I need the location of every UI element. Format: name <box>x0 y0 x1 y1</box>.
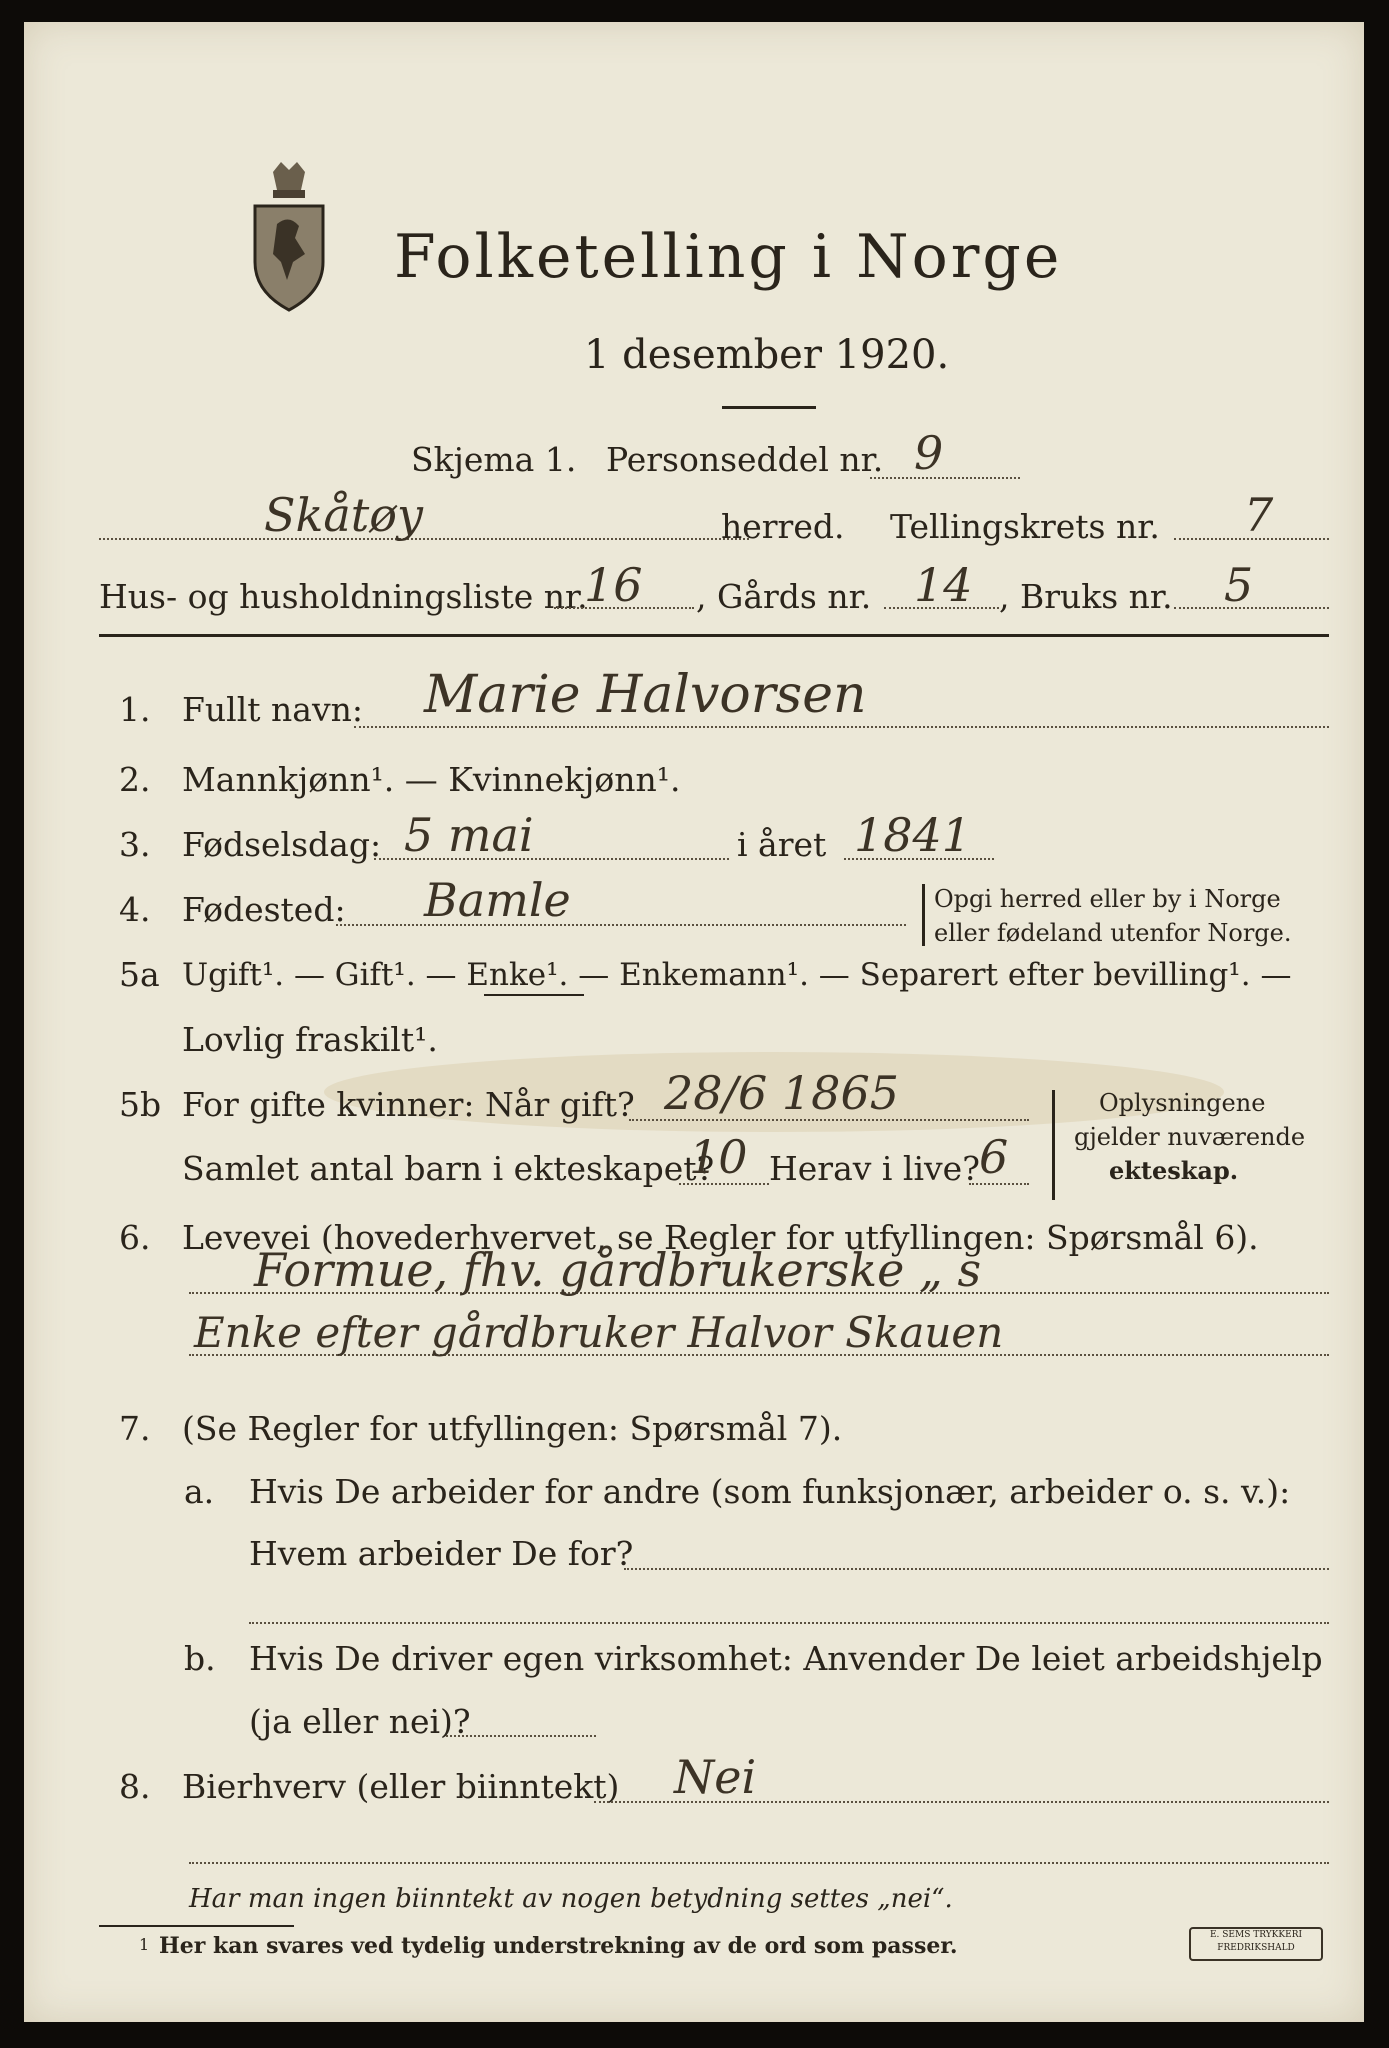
q8-number: 8. <box>119 1767 151 1806</box>
q4-label: Fødested: <box>182 890 346 929</box>
q4-line <box>336 924 906 926</box>
coat-of-arms-icon <box>249 162 329 312</box>
q1-value: Marie Halvorsen <box>424 665 867 725</box>
hus-value: 16 <box>584 558 643 612</box>
q3-number: 3. <box>119 825 151 864</box>
q3-label: Fødselsdag: <box>182 825 382 864</box>
q1-line <box>354 726 1329 728</box>
q7b-label: Hvis De driver egen virksomhet: Anvender De leiet arbeidshjelp <box>249 1639 1323 1678</box>
q7b-label2: (ja eller nei)? <box>249 1702 471 1741</box>
personseddel-line <box>870 477 1020 479</box>
herred-value: Skåtøy <box>264 488 423 542</box>
bruks-value: 5 <box>1224 558 1254 612</box>
q5b-number: 5b <box>119 1085 162 1124</box>
personseddel-label: Personseddel nr. <box>606 440 884 479</box>
q5b-alive-value: 6 <box>979 1130 1009 1184</box>
q6-number: 6. <box>119 1218 151 1257</box>
q4-number: 4. <box>119 890 151 929</box>
q7a-label2: Hvem arbeider De for? <box>249 1534 634 1573</box>
q3-year-value: 1841 <box>854 808 972 862</box>
form-date: 1 desember 1920. <box>584 332 950 378</box>
q5b-alive-label: Herav i live? <box>769 1149 980 1188</box>
q5a-enke-underline <box>484 994 584 996</box>
q4-note-line2: eller fødeland utenfor Norge. <box>934 919 1292 947</box>
q5b-note-brace <box>1052 1090 1055 1200</box>
q5b-note-line1: Oplysningene <box>1099 1089 1266 1117</box>
q3-year-label: i året <box>737 825 827 864</box>
footnote-rule <box>99 1925 294 1927</box>
q5b-value: 28/6 1865 <box>664 1066 899 1120</box>
q5b-children-label: Samlet antal barn i ekteskapet? <box>182 1149 715 1188</box>
personseddel-value: 9 <box>914 426 944 480</box>
q6-value-line2: Enke efter gårdbruker Halvor Skauen <box>194 1308 1004 1357</box>
q7a-label: Hvis De arbeider for andre (som funksjonær, arbeider o. s. v.): <box>249 1472 1291 1511</box>
q8-label: Bierhverv (eller biinntekt) <box>182 1767 620 1806</box>
q2-number: 2. <box>119 760 151 799</box>
q7a-letter: a. <box>184 1472 215 1511</box>
q6-label: Levevei (hovederhvervet, se Regler for utfyllingen: Spørsmål 6). <box>182 1218 1259 1257</box>
q7a-line2 <box>249 1622 1329 1624</box>
q7-number: 7. <box>119 1409 151 1448</box>
q4-note-line1: Opgi herred eller by i Norge <box>934 885 1281 913</box>
hus-label: Hus- og husholdningsliste nr. <box>99 577 588 616</box>
q5a-number: 5a <box>119 955 160 994</box>
tellingskrets-value: 7 <box>1244 488 1274 542</box>
q4-note-brace <box>922 884 925 946</box>
printer-stamp <box>1189 1927 1323 1961</box>
q5b-note-line3: ekteskap. <box>1109 1156 1239 1185</box>
gards-value: 14 <box>914 558 973 612</box>
printer-stamp-line1: E. SEMS TRYKKERI <box>1209 1930 1303 1940</box>
tellingskrets-label: Tellingskrets nr. <box>890 507 1160 546</box>
q4-value: Bamle <box>424 873 571 927</box>
herred-line <box>99 538 749 540</box>
herred-label: herred. <box>721 507 845 546</box>
q5b-children-value: 10 <box>689 1130 748 1184</box>
title-divider <box>722 406 816 409</box>
q6-value-line1: Formue, fhv. gårdbrukerske „ s <box>254 1243 982 1297</box>
bruks-label: , Bruks nr. <box>999 577 1173 616</box>
q7-label: (Se Regler for utfyllingen: Spørsmål 7). <box>182 1409 843 1448</box>
q2-label: Mannkjønn¹. — Kvinnekjønn¹. <box>182 760 681 799</box>
q7b-letter: b. <box>184 1639 216 1678</box>
q5b-note-line2: gjelder nuværende <box>1074 1123 1306 1151</box>
q5a-label2: Lovlig fraskilt¹. <box>182 1020 438 1059</box>
printer-stamp-line2: FREDRIKSHALD <box>1217 1943 1295 1953</box>
q1-label: Fullt navn: <box>182 690 363 729</box>
header-rule <box>99 634 1329 637</box>
footer-note: Har man ingen biinntekt av nogen betydning settes „nei“. <box>189 1884 953 1914</box>
q7a-line1 <box>624 1568 1329 1570</box>
footnote-number: 1 <box>139 1935 150 1954</box>
q5b-label: For gifte kvinner: Når gift? <box>182 1085 635 1124</box>
q8-value: Nei <box>674 1750 757 1804</box>
q1-number: 1. <box>119 690 151 729</box>
q3-value: 5 mai <box>404 808 534 862</box>
footnote-text: Her kan svares ved tydelig understrekning av de ord som passer. <box>159 1933 958 1959</box>
q5a-label: Ugift¹. — Gift¹. — Enke¹. — Enkemann¹. — Separert efter bevilling¹. — <box>182 957 1292 993</box>
form-title: Folketelling i Norge <box>394 222 1063 292</box>
q8-line2 <box>189 1862 1329 1864</box>
schema-label: Skjema 1. <box>411 440 577 479</box>
q7b-line <box>446 1735 596 1737</box>
gards-label: , Gårds nr. <box>696 577 872 616</box>
census-form-sheet <box>24 22 1364 2022</box>
